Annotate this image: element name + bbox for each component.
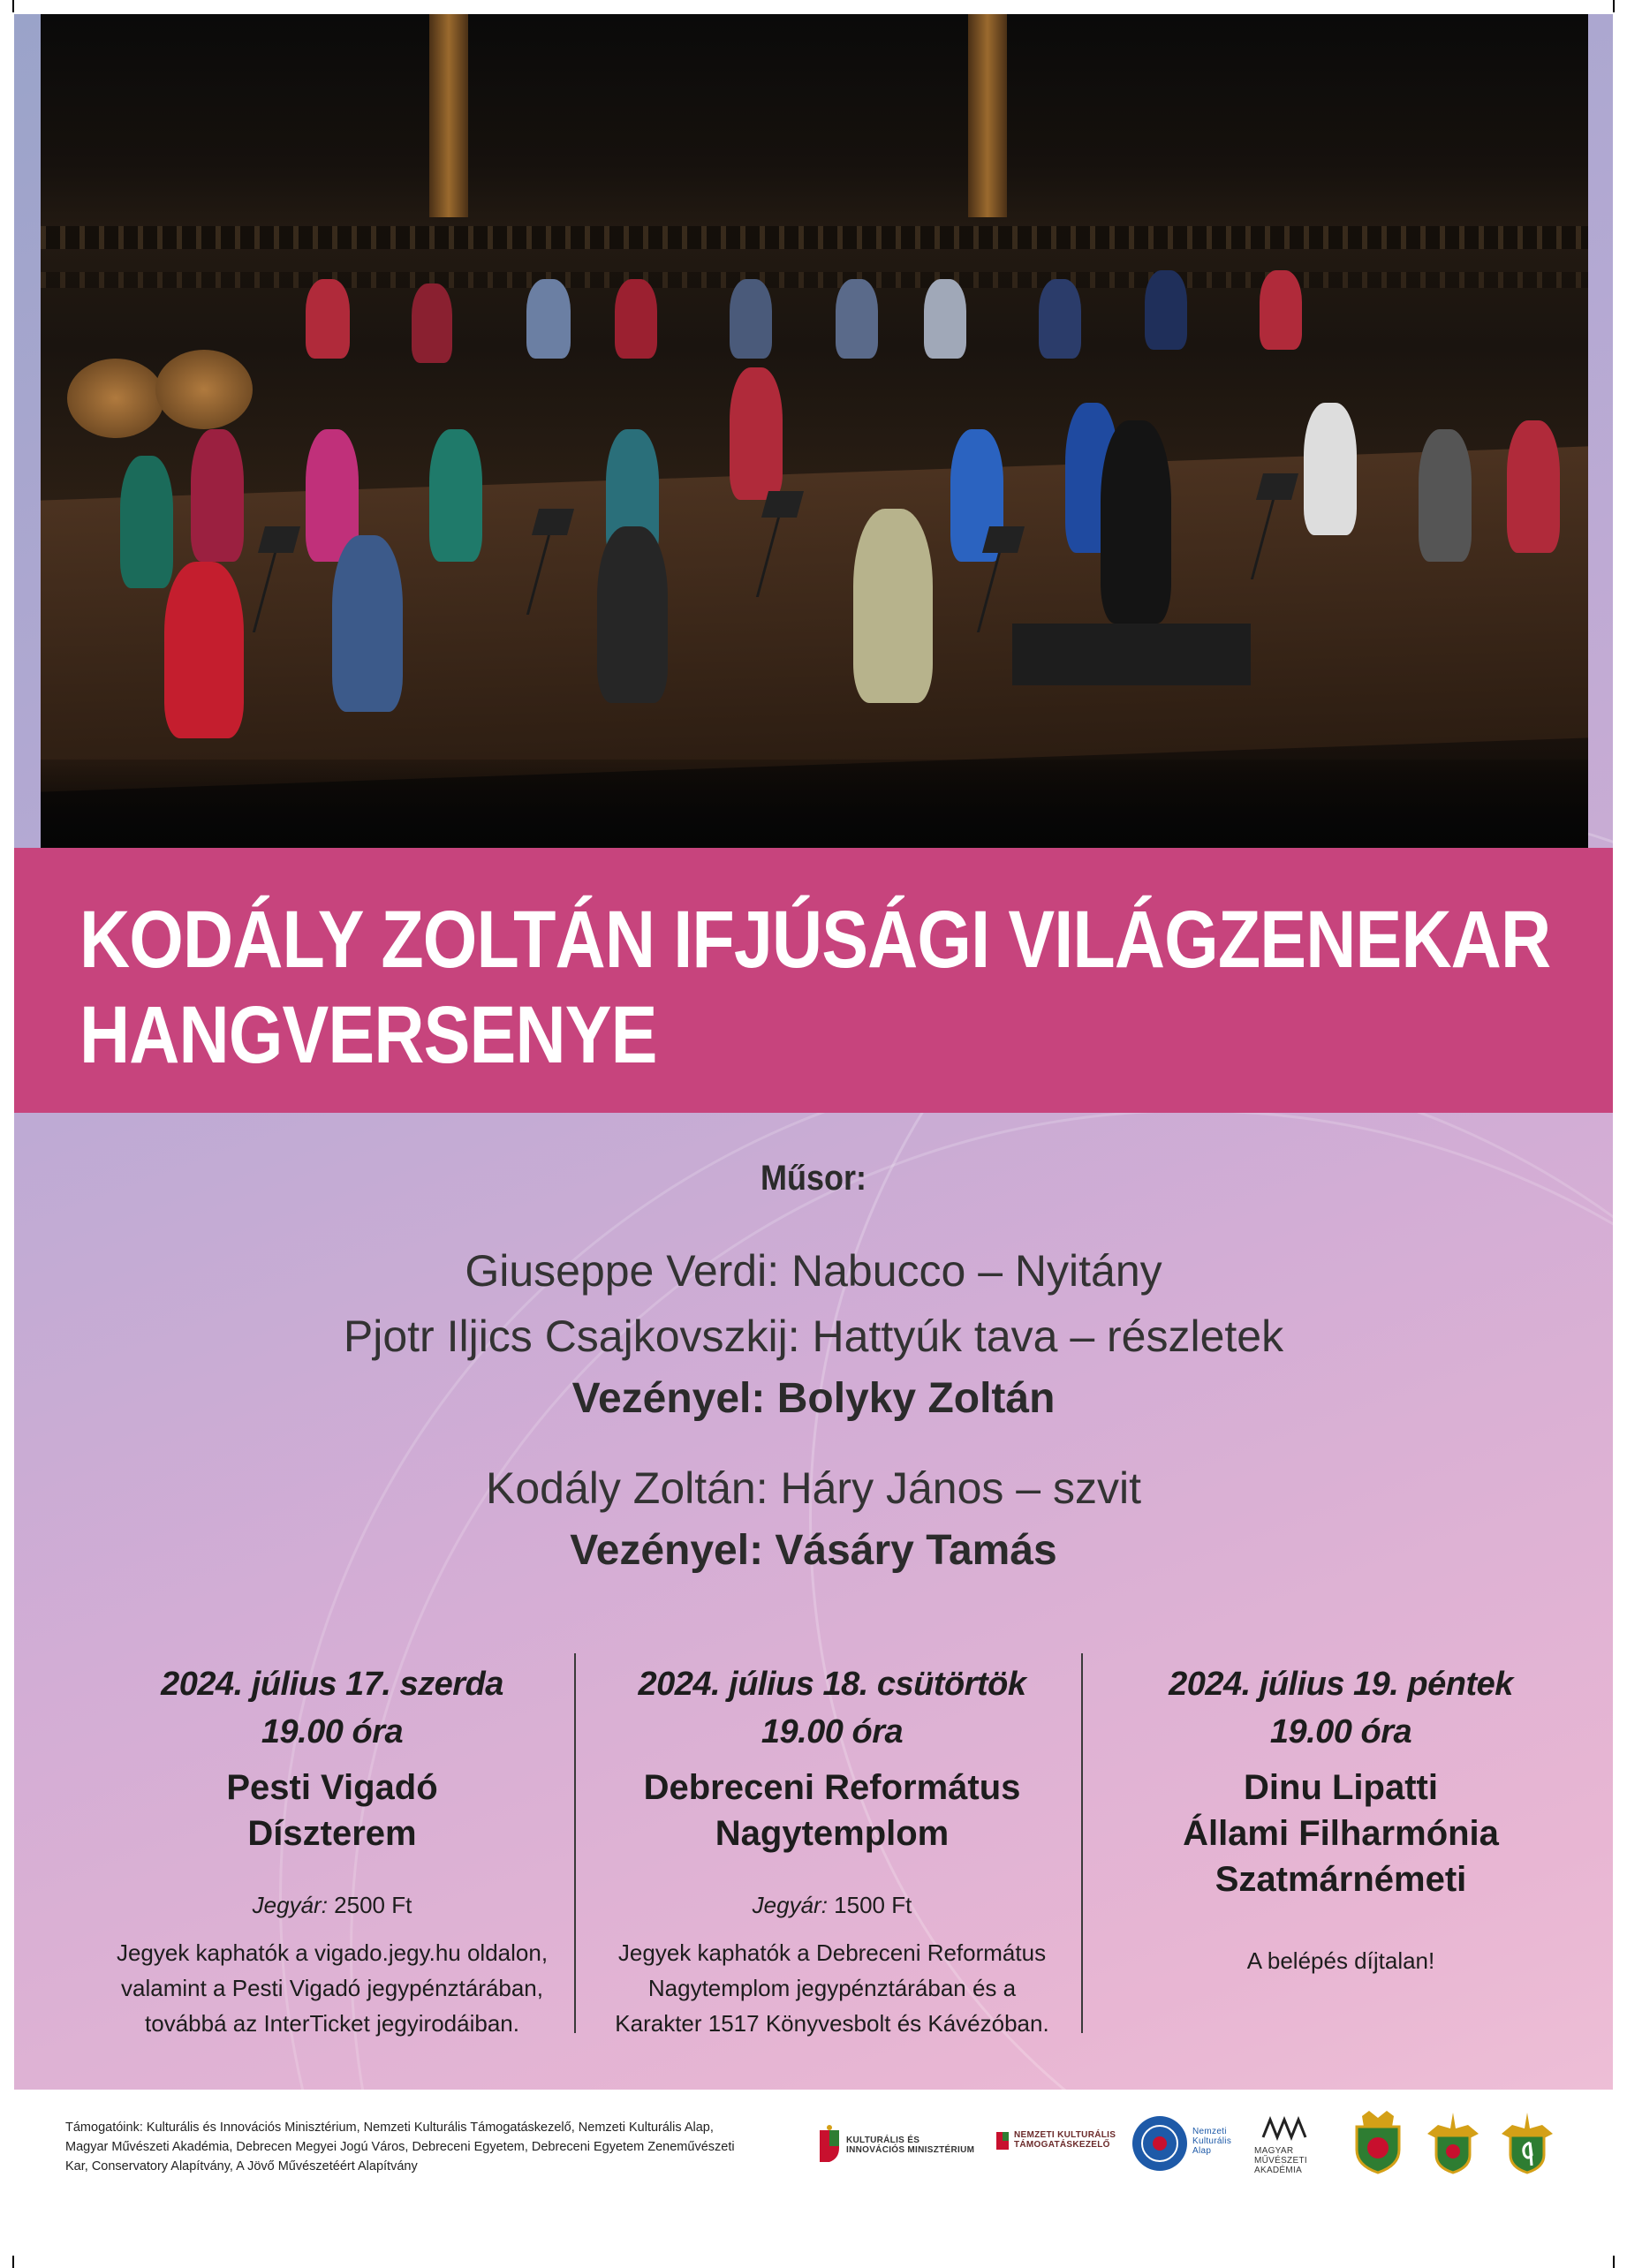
event-venue: Debreceni Református Nagytemplom — [643, 1768, 1021, 1853]
event-column-2 — [585, 1660, 1079, 2041]
event-time: 19.00 óra — [761, 1713, 904, 1750]
program-piece-verdi: Giuseppe Verdi: Nabucco – Nyitány — [465, 1246, 1162, 1296]
program-piece-kodaly: Kodály Zoltán: Háry János – szvit — [486, 1463, 1141, 1513]
program-conductor-1: Vezényel: Bolyky Zoltán — [571, 1375, 1056, 1422]
ministry-logo: KULTURÁLIS ÉS INNOVÁCIÓS MINISZTÉRIUM — [818, 2125, 841, 2168]
sponsor-footer — [14, 2090, 1613, 2254]
event-venue: Dinu Lipatti Állami Filharmónia Szatmárnémeti — [1183, 1768, 1499, 1899]
program-heading: Műsor: — [760, 1159, 866, 1198]
event-column-1 — [85, 1660, 579, 2041]
orchestra-photo — [41, 14, 1588, 848]
event-time: 19.00 óra — [1269, 1713, 1412, 1750]
crop-mark — [12, 0, 14, 12]
nka-logo: Nemzeti Kulturális Alap — [1131, 2114, 1189, 2177]
event-date: 2024. július 18. csütörtök — [638, 1666, 1026, 1703]
ticket-info: Jegyek kaphatók a Debreceni Református Nagytemplom jegypénztárában és a Karakter 1517 Könyvesbolt és Kávézóban. — [615, 1939, 1049, 2037]
title-line-1: KODÁLY ZOLTÁN IFJÚSÁGI VILÁGZENEKAR — [79, 895, 1551, 985]
event-venue: Pesti Vigadó Díszterem — [226, 1768, 438, 1853]
supporters-text: Támogatóink: Kulturális és Innovációs Minisztérium, Nemzeti Kulturális Támogatáskezelő, Nemzeti Kulturális Alap, Magyar Művészeti Akadémia, Debrecen Megyei Jogú Város, Debreceni Egyetem, Debreceni Egyetem Zeneművészeti Kar, Conservatory Alapítvány, A Jövő Művészetéért Alapítvány — [65, 2121, 735, 2174]
crop-mark — [12, 2256, 14, 2268]
ticket-price: Jegyár: 1500 Ft — [752, 1892, 912, 1918]
program-piece-tchaikovsky: Pjotr Iljics Csajkovszkij: Hattyúk tava – részletek — [343, 1312, 1284, 1361]
program-conductor-2: Vezényel: Vásáry Tamás — [570, 1527, 1057, 1574]
title-banner — [14, 848, 1613, 1113]
crop-mark — [1613, 2256, 1615, 2268]
column-divider — [574, 1653, 576, 2033]
music-faculty-crest-logo — [1498, 2109, 1556, 2179]
column-divider — [1081, 1653, 1083, 2033]
title-line-2: HANGVERSENYE — [79, 990, 657, 1080]
free-entry-note: A belépés díjtalan! — [1246, 1947, 1435, 1974]
debrecen-crest-logo — [1350, 2109, 1406, 2179]
poster — [14, 14, 1613, 2254]
event-date: 2024. július 19. péntek — [1169, 1666, 1513, 1703]
crop-mark — [1613, 0, 1615, 12]
university-crest-logo — [1424, 2109, 1482, 2179]
event-column-3 — [1093, 1660, 1588, 1978]
event-time: 19.00 óra — [261, 1713, 404, 1750]
mma-logo: MAGYAR MŰVÉSZETI AKADÉMIA — [1260, 2116, 1313, 2145]
ticket-price: Jegyár: 2500 Ft — [252, 1892, 412, 1918]
event-date: 2024. július 17. szerda — [161, 1666, 503, 1703]
nkt-logo: NEMZETI KULTURÁLIS TÁMOGATÁSKEZELŐ — [995, 2125, 1010, 2156]
ticket-info: Jegyek kaphatók a vigado.jegy.hu oldalon, valamint a Pesti Vigadó jegypénztárában, továbbá az InterTicket jegyirodáiban. — [116, 1939, 549, 2037]
